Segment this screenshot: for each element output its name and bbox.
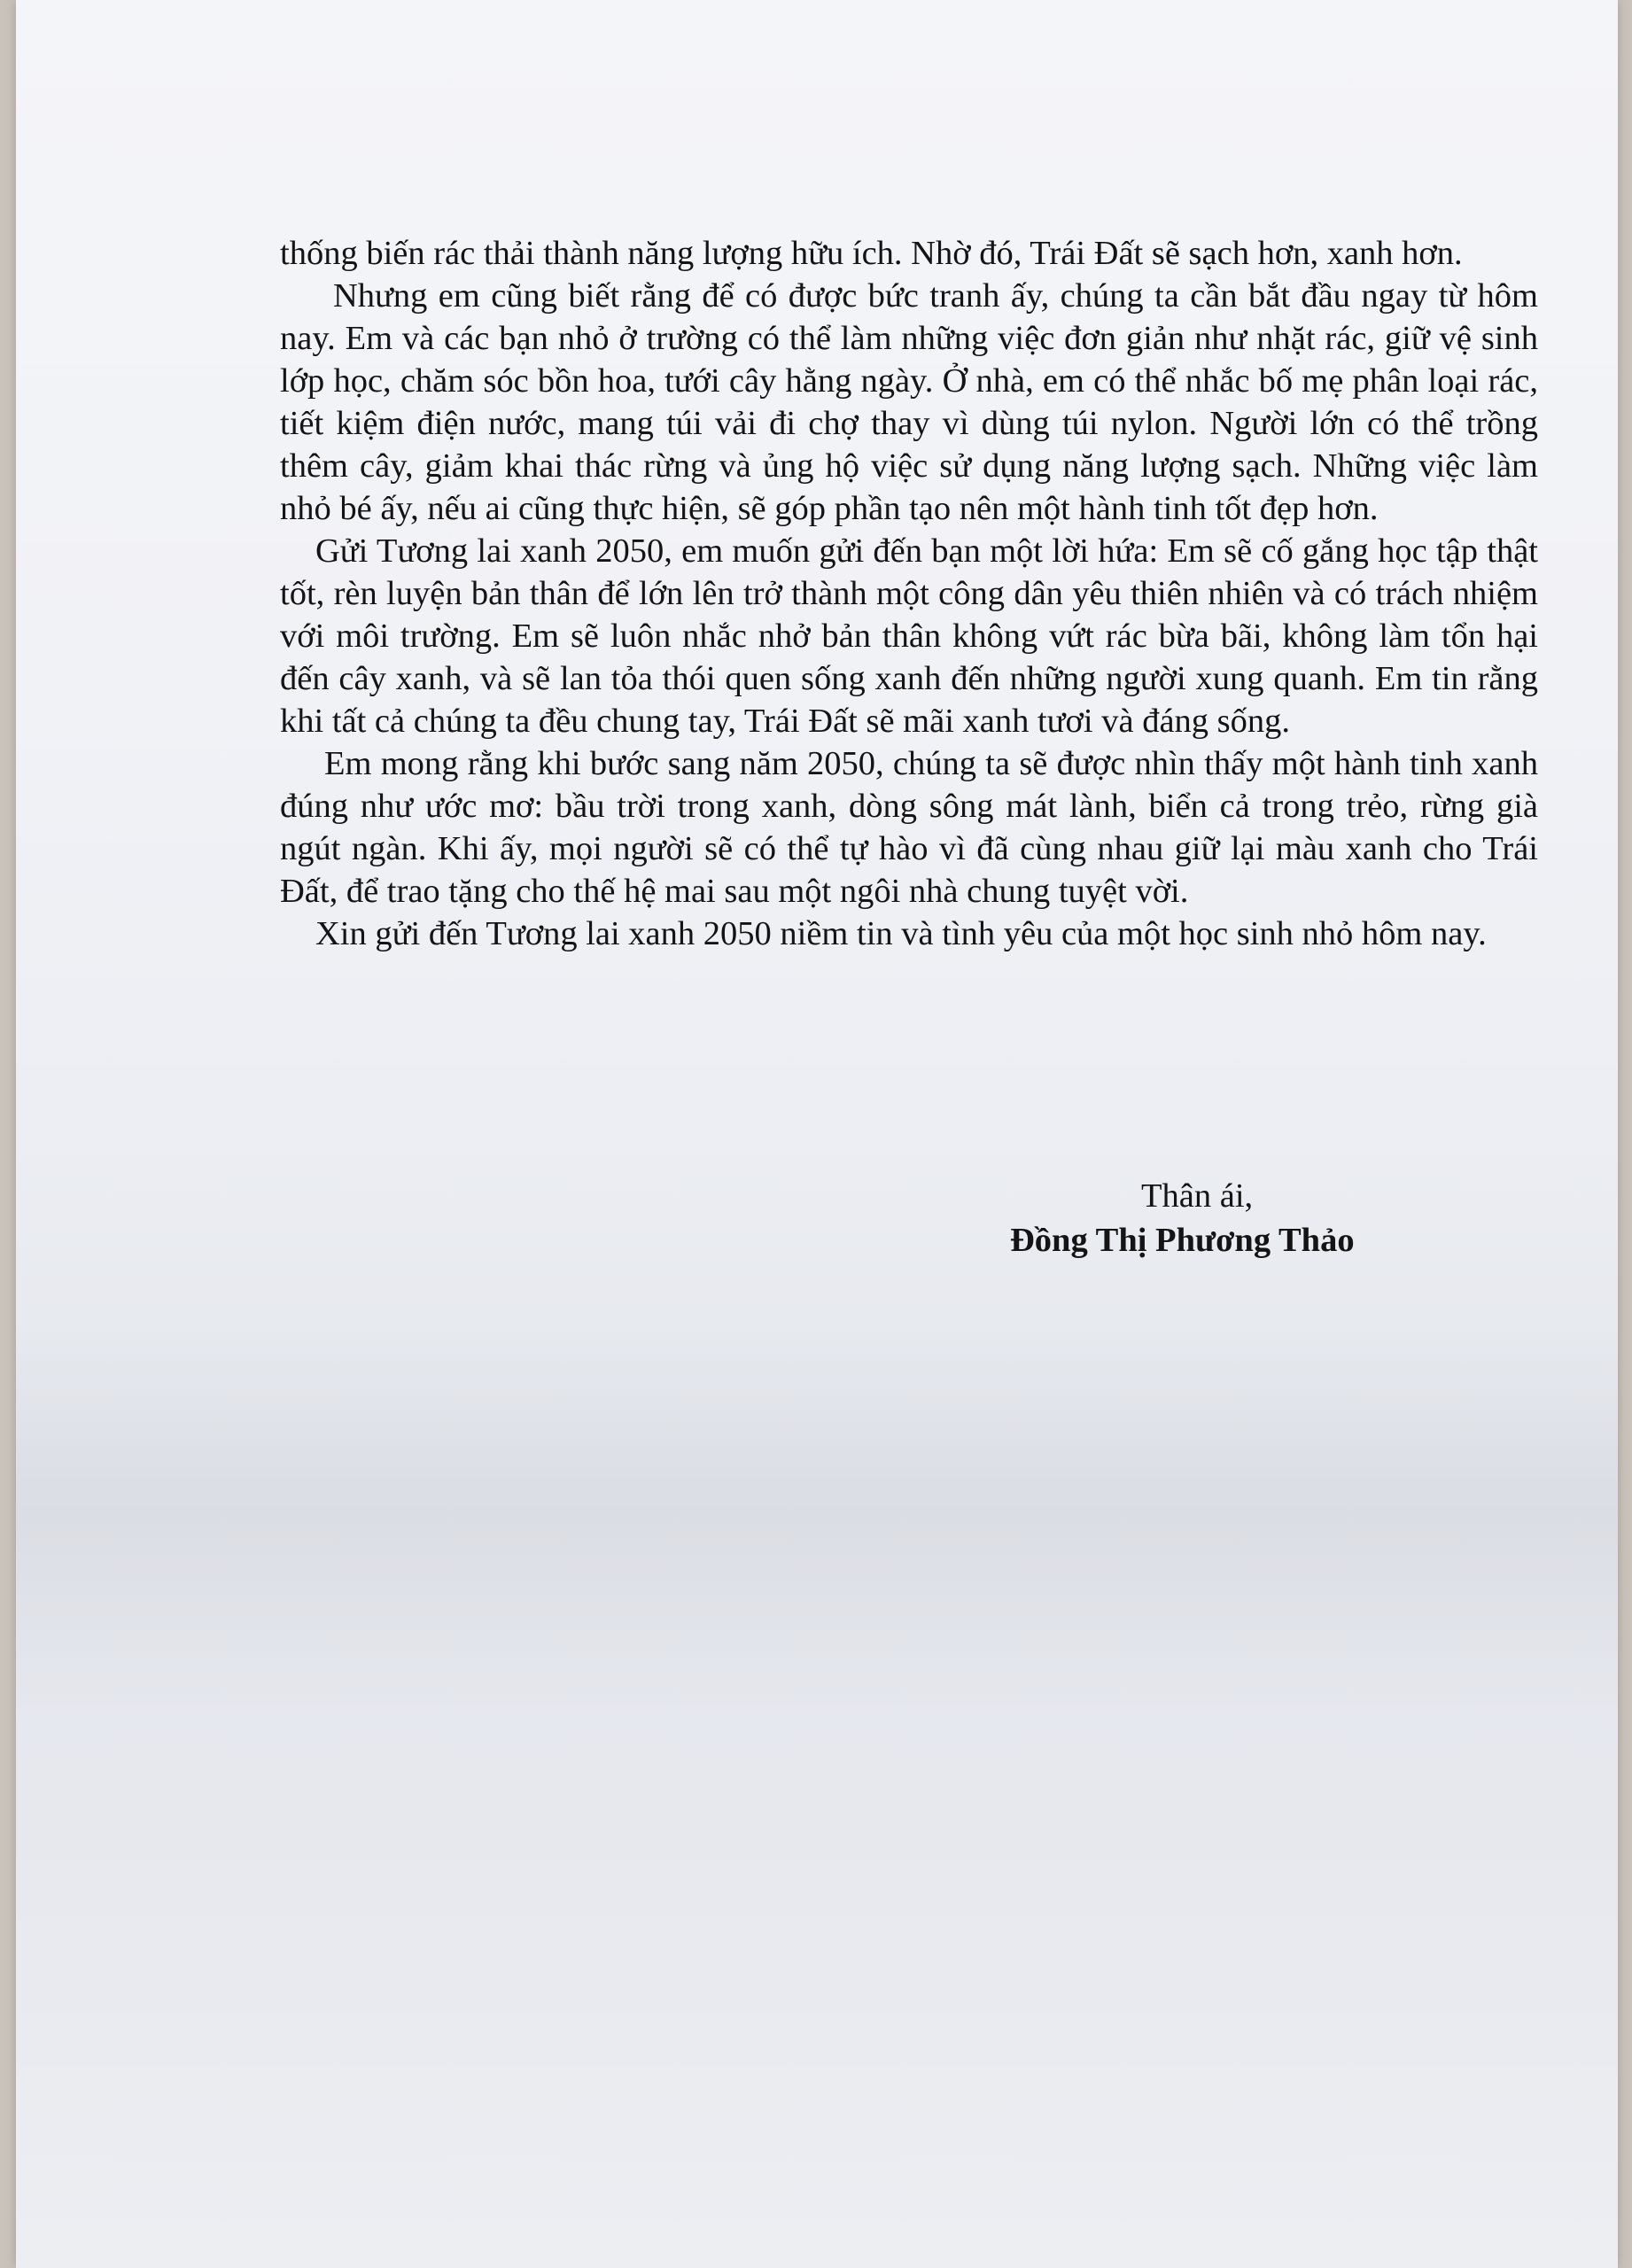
letter-body xyxy=(280,232,1538,955)
letter-paragraph-3: Gửi Tương lai xanh 2050, em muốn gửi đến bạn một lời hứa: Em sẽ cố gắng học tập thật tốt, rèn luyện bản thân để lớn lên trở thành một công dân yêu thiên nhiên và có trách nhiệm với môi trường. Em sẽ luôn nhắc nhở bản thân không vứt rác bừa bãi, không làm tổn hại đến cây xanh, và sẽ lan tỏa thói quen sống xanh đến những người xung quanh. Em tin rằng khi tất cả chúng ta đều chung tay, Trái Đất sẽ mãi xanh tươi và đáng sống. xyxy=(280,532,1538,740)
letter-paragraph-4: Em mong rằng khi bước sang năm 2050, chúng ta sẽ được nhìn thấy một hành tinh xanh đúng như ước mơ: bầu trời trong xanh, dòng sông mát lành, biển cả trong trẻo, rừng già ngút ngàn. Khi ấy, mọi người sẽ có thể tự hào vì đã cùng nhau giữ lại màu xanh cho Trái Đất, để trao tặng cho thế hệ mai sau một ngôi nhà chung tuyệt vời. xyxy=(280,745,1538,910)
paper-shadow xyxy=(16,1329,1618,1701)
letter-signature: Đồng Thị Phương Thảo xyxy=(1010,1222,1355,1259)
paper-sheet xyxy=(16,0,1618,2268)
letter-paragraph-1: thống biến rác thải thành năng lượng hữu ích. Nhờ đó, Trái Đất sẽ sạch hơn, xanh hơn. xyxy=(280,235,1463,272)
letter-paragraph-5: Xin gửi đến Tương lai xanh 2050 niềm tin và tình yêu của một học sinh nhỏ hôm nay. xyxy=(315,915,1487,952)
letter-paragraph-2: Nhưng em cũng biết rằng để có được bức tranh ấy, chúng ta cần bắt đầu ngay từ hôm nay. Em và các bạn nhỏ ở trường có thể làm những việc đơn giản như nhặt rác, giữ vệ sinh lớp học, chăm sóc bồn hoa, tưới cây hằng ngày. Ở nhà, em có thể nhắc bố mẹ phân loại rác, tiết kiệm điện nước, mang túi vải đi chợ thay vì dùng túi nylon. Người lớn có thể trồng thêm cây, giảm khai thác rừng và ủng hộ việc sử dụng năng lượng sạch. Những việc làm nhỏ bé ấy, nếu ai cũng thực hiện, sẽ góp phần tạo nên một hành tinh tốt đẹp hơn. xyxy=(280,277,1538,527)
letter-closing: Thân ái, xyxy=(1141,1177,1254,1215)
